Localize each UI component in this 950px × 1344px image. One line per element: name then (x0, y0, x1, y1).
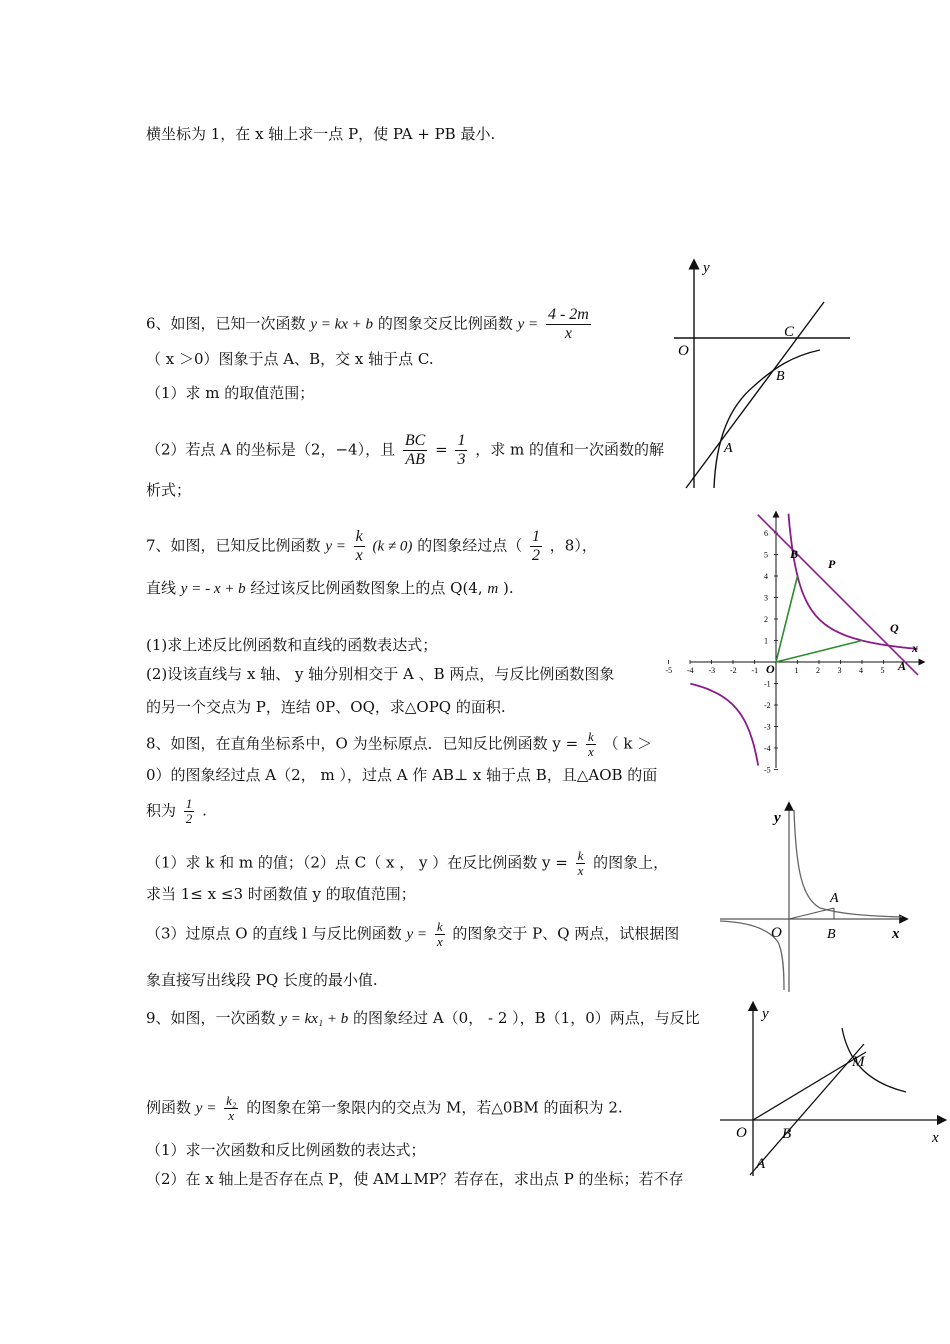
q6-text-a: 6、如图，已知一次函数 (146, 314, 306, 333)
q9-frac-num: k₂ (226, 1093, 237, 1108)
q7-label-o: O (766, 662, 775, 676)
q9-text-c: ），B（1，0）两点，与反比 (512, 1009, 700, 1027)
q9-text-a: 9、如图，一次函数 (146, 1009, 276, 1027)
q7-xtick-label: -1 (751, 666, 759, 675)
q7-xtick-label: 1 (794, 666, 799, 675)
q8-frac3-num: k (436, 919, 443, 934)
q8-fraction-2 (576, 849, 586, 878)
q6-text-4b: ，求 m 的值和一次函数的解 (475, 440, 664, 459)
q7-ytick-label: 1 (764, 636, 768, 646)
q8-line4 (146, 849, 668, 878)
q7-half-den: 2 (532, 547, 540, 564)
q7-xtick-label: -4 (687, 666, 694, 675)
q9-label-o: O (736, 1125, 747, 1141)
q7-text-2c: ). (503, 579, 514, 597)
q7-line3: (1)求上述反比例函数和直线的函数表达式； (146, 636, 438, 654)
q8-frac-num: k (587, 729, 594, 744)
q7-m: m (487, 581, 499, 597)
q7-xtick-label: 3 (837, 666, 842, 675)
q9-line2 (146, 1094, 623, 1123)
q6-curve (714, 350, 820, 488)
q8-text-4a: （1）求 k 和 m 的值；（2）点 C（ x ， y ）在反比例函数 y = (146, 853, 568, 872)
q7-line2 (146, 578, 514, 599)
q7-xtick-label: -2 (730, 666, 737, 675)
q8-line6 (146, 920, 679, 949)
q7-half-num: 1 (532, 528, 540, 545)
q6-ratio (403, 432, 427, 469)
q7-text-b: 的图象经过点（ (417, 536, 523, 555)
q7-ytick-label: -2 (764, 701, 771, 710)
q7-line-eq: y = - x + b (180, 581, 246, 597)
q8-half-den: 2 (185, 811, 193, 826)
q7-condition: (k ≠ 0) (372, 538, 413, 555)
q7-half (530, 528, 542, 565)
q7-xtick-label: 4 (859, 666, 863, 675)
q7-xtick-label: 2 (816, 666, 820, 675)
q6-linear-eq: y = kx + b (310, 316, 374, 333)
q8-text-6b: 的图象交于 P、Q 两点，试根据图 (452, 924, 680, 943)
q6-label-o: O (678, 343, 689, 359)
q8-frac-den: x (587, 744, 594, 759)
q6-line4 (146, 432, 664, 469)
q6-frac-num: 4 - 2m (547, 306, 589, 323)
q7-ytick-label: -4 (764, 744, 771, 753)
q8-fraction-3 (435, 920, 445, 949)
q7-label-b: B (790, 547, 799, 561)
q7-ytick-label: -5 (764, 765, 771, 775)
figure-q8 (716, 800, 911, 995)
q7-segment-oq (776, 641, 862, 663)
q8-line2: 0）的图象经过点 A（2， m ），过点 A 作 AB⊥ x 轴于点 B，且△AOB 的面 (146, 766, 658, 784)
q7-ytick-label: 2 (764, 615, 768, 624)
q9-text-b: 的图象经过 A（0， (353, 1009, 484, 1027)
q6-text-4a: （2）若点 A 的坐标是（2，−4），且 (146, 440, 396, 459)
q6-fraction (546, 306, 591, 343)
q8-text-4b: 的图象上， (593, 853, 669, 872)
q8-label-a: A (830, 891, 839, 906)
q6-label-a: A (724, 441, 733, 456)
q9-frac-den: x (228, 1108, 235, 1123)
q7-line4: (2)设该直线与 x 轴、 y 轴分别相交于 A 、B 两点，与反比例函数图象 (146, 665, 615, 683)
q8-text-3b: . (202, 801, 207, 820)
q8-segment-oa (789, 908, 834, 919)
q9-label-x: x (932, 1130, 939, 1146)
q7-y-eq: y = (325, 538, 346, 555)
q9-text-2a: 例函数 (146, 1098, 192, 1117)
q8-text-6a: （3）过原点 O 的直线 l 与反比例函数 (146, 924, 402, 943)
q9-label-a: A (756, 1156, 766, 1172)
q9-label-y: y (762, 1006, 769, 1022)
q9-fraction (224, 1094, 238, 1123)
q9-linear-eq: y = kx₁ + b (280, 1011, 349, 1027)
q6-equals: = (435, 440, 448, 459)
q9-line3: （1）求一次函数和反比例函数的表达式； (146, 1141, 426, 1159)
q7-ytick-label: 6 (764, 529, 768, 538)
q8-half (184, 797, 195, 826)
q6-text-b: 的图象交反比例函数 (377, 314, 513, 333)
q8-line5: 求当 1≤ x ≤3 时函数值 y 的取值范围； (146, 885, 416, 903)
q9-y-eq: y = (195, 1100, 217, 1117)
q8-frac3-den: x (436, 934, 443, 949)
q8-label-x: x (892, 926, 900, 942)
intro-line: 横坐标为 1，在 x 轴上求一点 P，使 PA + PB 最小. (146, 125, 496, 143)
figure-q7 (665, 510, 926, 775)
q8-label-o: O (771, 925, 782, 941)
q7-ytick-label: -1 (764, 679, 771, 689)
q7-frac-num: k (355, 528, 363, 545)
q6-line5: 析式； (146, 481, 192, 499)
q9-label-m: M (852, 1054, 865, 1070)
q9-label-b: B (782, 1126, 792, 1142)
q6-line2: （ x ＞0）图象于点 A、B，交 x 轴于点 C. (146, 350, 434, 368)
q7-line1 (146, 528, 597, 565)
q7-hyperbola-q3 (690, 684, 758, 766)
q8-frac2-den: x (577, 863, 584, 878)
q7-line-ab (758, 515, 918, 675)
q6-line (686, 302, 824, 488)
q8-text-3a: 积为 (146, 801, 177, 820)
q8-text-a: 8、如图，在直角坐标系中，O 为坐标原点．已知反比例函数 y = (146, 734, 579, 753)
q8-y-eq: y = (406, 926, 428, 943)
q7-xtick-label: 5 (880, 666, 885, 675)
q6-one-third (455, 432, 467, 469)
q6-line3: （1）求 m 的取值范围； (146, 384, 315, 402)
q6-ratio-den: AB (405, 451, 425, 468)
q7-xtick-label: -3 (708, 666, 716, 675)
q7-text-2b: 经过该反比例函数图象上的点 Q(4, (250, 579, 483, 597)
q8-label-y: y (774, 810, 781, 826)
q7-xtick-label: -5 (665, 666, 673, 675)
q7-label-p: P (828, 557, 836, 571)
q8-line7: 象直接写出线段 PQ 长度的最小值. (146, 971, 378, 989)
q6-label-y: y (703, 260, 710, 276)
q9-segment-om (753, 1052, 866, 1120)
q6-frac-den: x (564, 325, 572, 342)
q8-line1 (146, 730, 652, 759)
q6-label-c: C (784, 324, 795, 340)
q7-ytick-label: 3 (764, 593, 768, 603)
q7-ytick-label: -3 (764, 722, 771, 732)
q7-tick-group (666, 529, 885, 775)
q7-label-x: x (912, 641, 918, 655)
q9-line1 (146, 1008, 700, 1029)
q8-half-num: 1 (185, 796, 193, 811)
q6-third-num: 1 (457, 432, 466, 449)
q7-ytick-label: 5 (764, 550, 768, 560)
q6-y-eq: y = (517, 316, 539, 333)
q7-frac-den: x (355, 547, 363, 564)
q7-fraction (354, 528, 365, 565)
q7-segment-op (776, 576, 798, 662)
q9-line4: （2）在 x 轴上是否存在点 P，使 AM⊥MP？若存在，求出点 P 的坐标；若不存 (146, 1170, 684, 1188)
q6-third-den: 3 (457, 451, 466, 468)
q7-text-c: ，8）， (549, 536, 597, 555)
q7-label-q: Q (890, 621, 899, 635)
q8-line3 (146, 797, 207, 826)
figure-q9 (716, 1000, 946, 1180)
q8-frac2-num: k (577, 848, 584, 863)
q8-label-b: B (827, 927, 836, 942)
q6-ratio-num: BC (404, 432, 426, 449)
q8-hyperbola-q1 (794, 810, 902, 917)
q7-text-a: 7、如图，已知反比例函数 (146, 536, 321, 555)
q8-text-b: （ k ＞ (603, 734, 653, 753)
q6-line1 (146, 306, 594, 343)
q6-label-b: B (776, 369, 785, 384)
q7-text-2a: 直线 (146, 579, 177, 597)
q9-text-2b: 的图象在第一象限内的交点为 M，若△0BM 的面积为 2. (246, 1098, 623, 1117)
q9-neg-two: - 2 (487, 1009, 508, 1027)
q7-label-a: A (898, 659, 907, 673)
q7-line5: 的另一个交点为 P，连结 0P、OQ，求△OPQ 的面积. (146, 698, 506, 716)
figure-q6 (670, 258, 855, 490)
q8-fraction (586, 730, 596, 759)
q7-ytick-label: 4 (764, 572, 768, 581)
